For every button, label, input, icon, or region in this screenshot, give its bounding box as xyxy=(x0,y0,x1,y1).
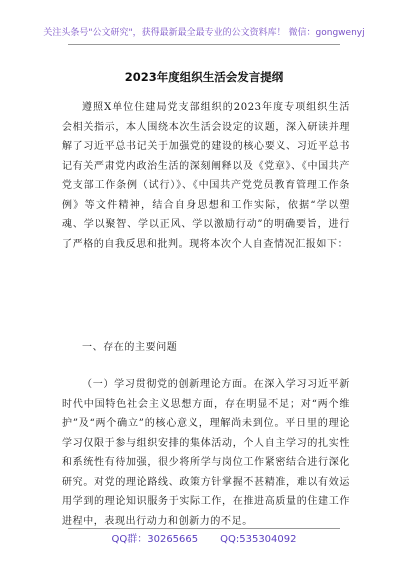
header-note: 关注头条号"公文研究"，获得最新最全最专业的公文资料库！ 微信：gongwenyj xyxy=(43,28,365,38)
document-title: 2023年度组织生活会发言提纲 xyxy=(124,70,284,84)
footer xyxy=(0,533,408,547)
footer-divider xyxy=(68,528,340,529)
section-heading: 一、存在的主要问题 xyxy=(82,342,178,353)
intro-paragraph: 遵照X单位住建局党支部组织的2023年度专项组织生活会相关指示，本人围绕本次生活会设定的议题，深入研读并理解了习近平总书记关于加强党的建设的核心要义、习近平总书记有关严肃党内政治生活的深刻阐释以及《党章》、《中国共产党支部工作条例（试行）》、《中国共产党党员教育管理工作条例》等文件精神，结合自身思想和工作实际，依据“学以塑魂、学以聚智、学以正风、学以激励行动”的明确要旨，进行了严格的自我反思和批判。现将本次个人自查情况汇报如下： xyxy=(62,102,350,250)
footer-qq: QQ:535304092 xyxy=(220,534,297,545)
footer-qq-group: QQ群：30265665 xyxy=(111,534,199,545)
section-paragraph: （一）学习贯彻党的创新理论方面。在深入学习习近平新时代中国特色社会主义思想方面，存在明显不足；对“两个维护”及“两个确立”的核心意义，理解尚未到位。平日里的理论学习仅限于参与组织安排的集体活动，个人自主学习的扎实性和系统性有待加强，很少将所学与岗位工作紧密结合进行深化研究。对党的理论路线、政策方针掌握不甚精准，难以有效运用学到的理论知识服务于实际工作，在推进高质量的住建工作进程中，表现出行动力和创新力的不足。 xyxy=(62,379,350,527)
header-divider xyxy=(68,44,340,45)
